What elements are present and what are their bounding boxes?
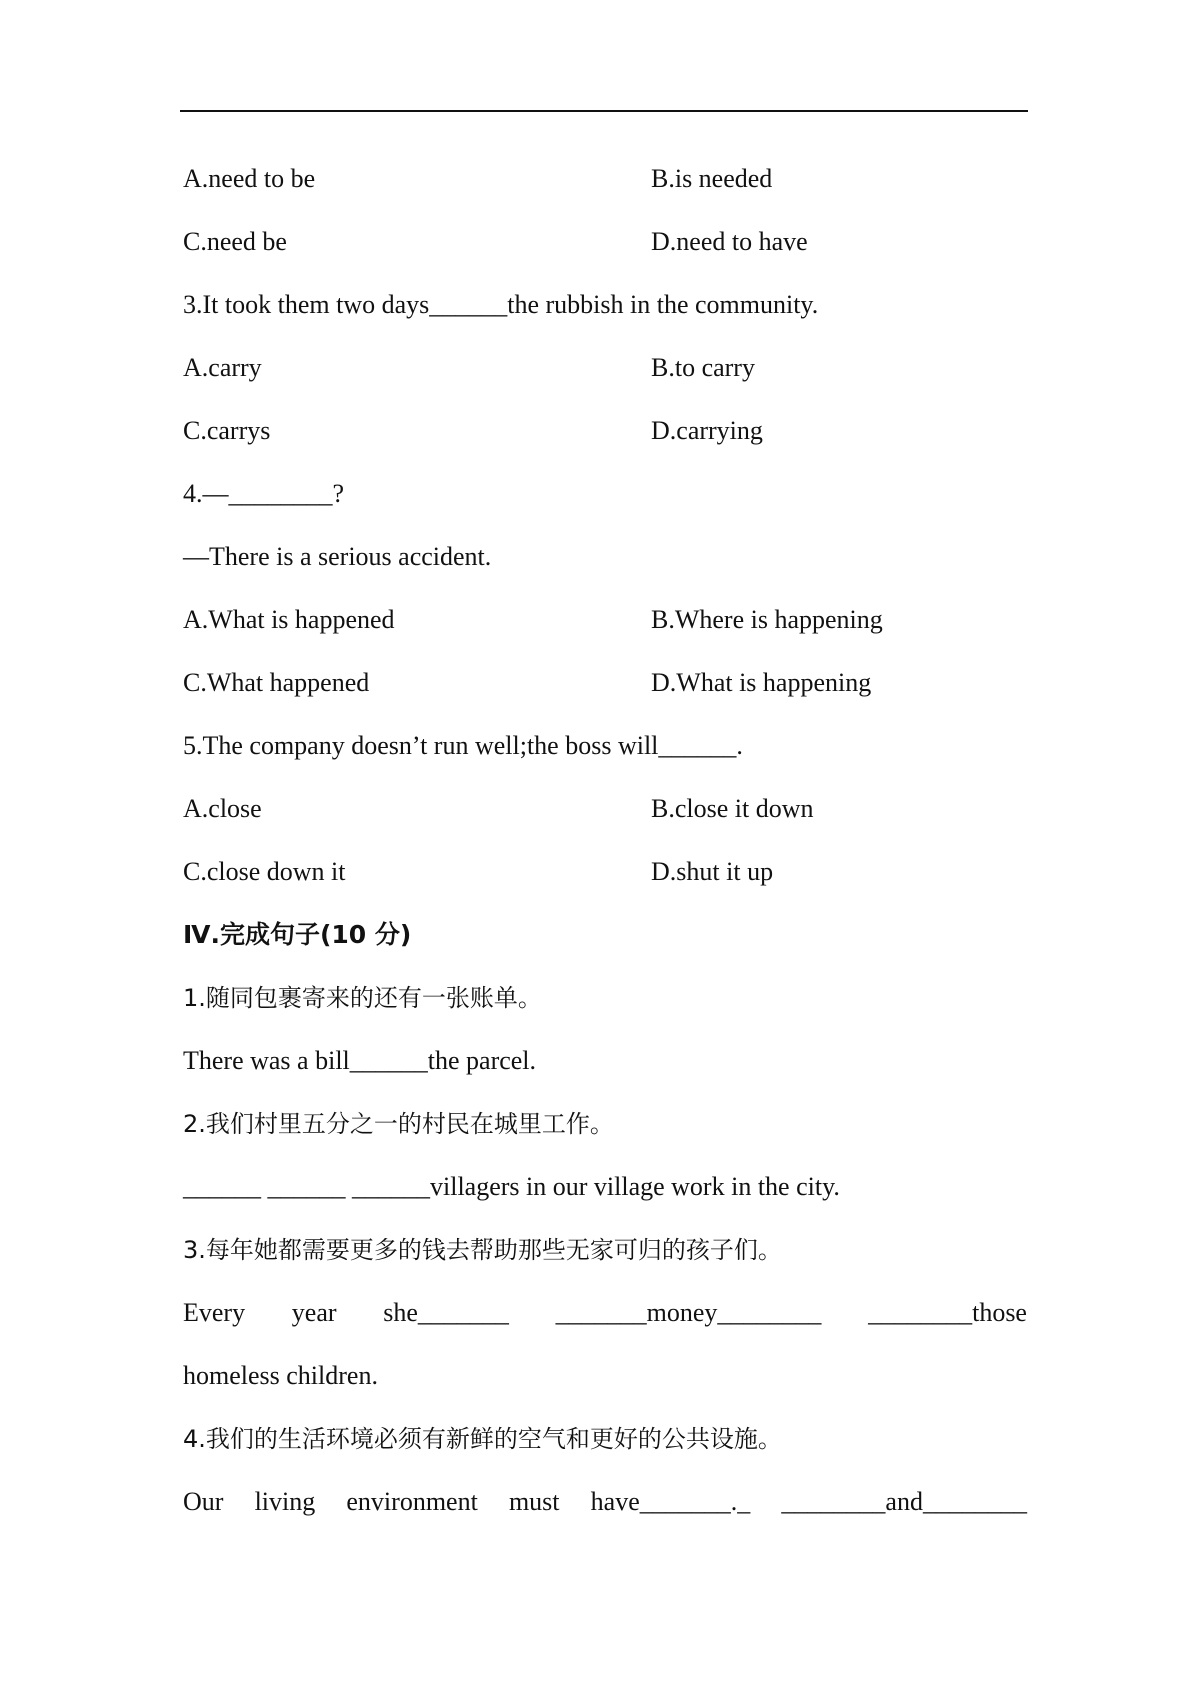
s4-word: must <box>508 1487 560 1516</box>
q4-option-a: A.What is happened <box>183 605 395 634</box>
s4-word: have_______._ <box>590 1487 751 1516</box>
q4-option-b: B.Where is happening <box>651 605 883 634</box>
s3-word: _______money________ <box>555 1298 822 1327</box>
s4-word: ________and________ <box>781 1487 1027 1516</box>
s4-word: Our <box>183 1487 224 1516</box>
s3-word: ________those <box>868 1298 1027 1327</box>
s3-english <box>183 1297 1027 1329</box>
q4-reply: —There is a serious accident. <box>183 542 492 571</box>
q2-option-b: B.is needed <box>651 164 773 193</box>
s4-chinese: 4.我们的生活环境必须有新鲜的空气和更好的公共设施。 <box>183 1425 782 1453</box>
q5-option-c: C.close down it <box>183 857 346 886</box>
section-heading: Ⅳ.完成句子(10 分) <box>183 920 412 949</box>
s2-chinese: 2.我们村里五分之一的村民在城里工作。 <box>183 1110 614 1138</box>
q3-stem: 3.It took them two days______the rubbish in the community. <box>183 290 819 319</box>
q4-stem: 4.—________? <box>183 479 345 508</box>
s1-chinese: 1.随同包裹寄来的还有一张账单。 <box>183 984 542 1012</box>
s4-word: environment <box>346 1487 478 1516</box>
s3-chinese: 3.每年她都需要更多的钱去帮助那些无家可归的孩子们。 <box>183 1236 782 1264</box>
q2-option-c: C.need be <box>183 227 287 256</box>
s1-english: There was a bill______the parcel. <box>183 1046 537 1075</box>
q3-option-d: D.carrying <box>651 416 763 445</box>
q5-stem: 5.The company doesn’t run well;the boss will______. <box>183 731 743 760</box>
q4-option-c: C.What happened <box>183 668 370 697</box>
s2-english: ______ ______ ______villagers in our village work in the city. <box>183 1172 840 1201</box>
s4-word: living <box>254 1487 316 1516</box>
q3-option-c: C.carrys <box>183 416 271 445</box>
header-rule <box>180 110 1028 112</box>
s3-word: year <box>291 1298 337 1327</box>
q2-option-a: A.need to be <box>183 164 316 193</box>
s3-word: Every <box>183 1298 246 1327</box>
q5-option-a: A.close <box>183 794 262 823</box>
s4-english <box>183 1486 1027 1518</box>
q4-option-d: D.What is happening <box>651 668 872 697</box>
q3-option-a: A.carry <box>183 353 262 382</box>
q5-option-d: D.shut it up <box>651 857 774 886</box>
q5-option-b: B.close it down <box>651 794 814 823</box>
q3-option-b: B.to carry <box>651 353 755 382</box>
s3-word: she_______ <box>383 1298 509 1327</box>
s3-english-cont: homeless children. <box>183 1361 378 1390</box>
q2-option-d: D.need to have <box>651 227 808 256</box>
